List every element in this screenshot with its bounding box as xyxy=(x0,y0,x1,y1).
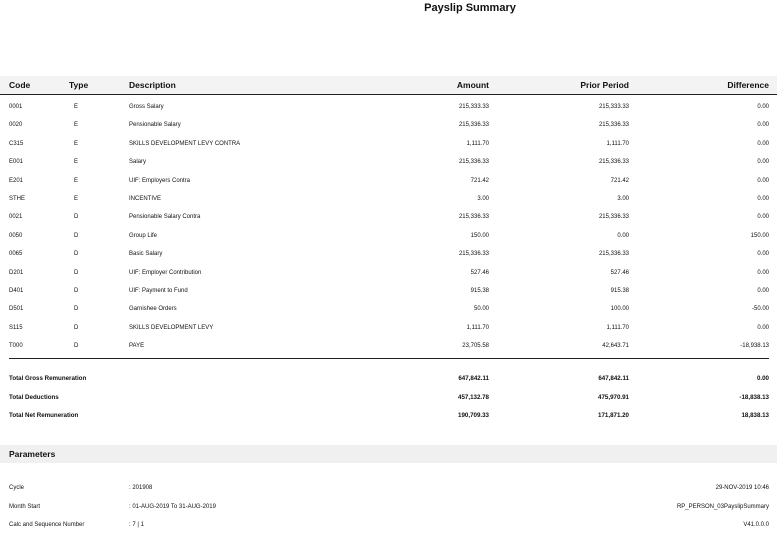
table-row xyxy=(0,265,777,283)
table-row xyxy=(0,228,777,246)
parameter-row xyxy=(0,518,777,537)
row-amount: 1,111.70 xyxy=(466,324,489,331)
row-description: Salary xyxy=(129,159,147,166)
parameters-section xyxy=(0,481,777,537)
total-amount: 457,132.78 xyxy=(458,393,489,401)
row-amount: 215,336.33 xyxy=(458,214,489,221)
table-row xyxy=(0,99,777,117)
row-type: E xyxy=(74,177,79,184)
row-prior-period: 100.00 xyxy=(610,306,629,313)
row-prior-period: 215,336.33 xyxy=(598,251,629,258)
row-description: SKILLS DEVELOPMENT LEVY CONTRA xyxy=(129,140,241,147)
row-prior-period: 527.46 xyxy=(610,269,629,276)
row-description: Basic Salary xyxy=(129,251,163,258)
row-difference: 0.00 xyxy=(757,177,769,184)
row-difference: -50.00 xyxy=(751,306,769,313)
row-type: D xyxy=(74,232,79,239)
header-description: Description xyxy=(129,80,176,90)
row-type: D xyxy=(74,324,79,331)
header-type: Type xyxy=(69,80,89,90)
row-code: D401 xyxy=(9,287,24,294)
row-description: Pensionable Salary xyxy=(129,122,181,129)
row-difference: -18,938.13 xyxy=(740,343,769,350)
report-title: Payslip Summary xyxy=(424,2,516,14)
row-prior-period: 3.00 xyxy=(617,195,629,202)
total-prior-period: 647,842.11 xyxy=(598,375,629,382)
row-code: D501 xyxy=(9,306,24,313)
parameter-value: : 7 | 1 xyxy=(129,522,144,528)
row-description: PAYE xyxy=(129,343,145,350)
header-difference: Difference xyxy=(727,80,769,90)
total-prior-period: 475,970.91 xyxy=(598,393,629,401)
row-type: D xyxy=(74,214,79,221)
row-difference: 0.00 xyxy=(757,269,769,276)
row-type: E xyxy=(74,122,79,129)
row-amount: 215,336.33 xyxy=(458,251,489,258)
row-amount: 215,336.33 xyxy=(458,159,489,166)
report-name: RP_PERSON_03PayslipSummary xyxy=(676,503,769,510)
row-amount: 915.38 xyxy=(470,287,489,294)
header-prior-period: Prior Period xyxy=(580,80,629,90)
row-code: D201 xyxy=(9,269,24,276)
row-code: 0050 xyxy=(9,232,23,239)
total-row xyxy=(0,390,777,409)
row-code: T000 xyxy=(9,343,23,350)
payslip-rows xyxy=(0,99,777,356)
table-row xyxy=(0,209,777,227)
row-code: E201 xyxy=(9,177,24,184)
row-type: E xyxy=(74,159,79,166)
row-code: 0020 xyxy=(9,122,23,129)
row-prior-period: 215,336.33 xyxy=(598,122,629,129)
row-type: E xyxy=(74,195,79,202)
row-description: UIF: Employers Contra xyxy=(129,177,191,184)
row-code: S115 xyxy=(9,324,23,331)
row-difference: 0.00 xyxy=(757,159,769,166)
totals-divider xyxy=(9,358,769,359)
total-amount: 190,709.33 xyxy=(458,412,489,419)
parameter-value: : 01-AUG-2019 To 31-AUG-2019 xyxy=(129,503,216,510)
parameters-header xyxy=(0,445,777,463)
row-difference: 0.00 xyxy=(757,214,769,221)
row-prior-period: 915.38 xyxy=(610,287,629,294)
row-prior-period: 1,111.70 xyxy=(606,140,629,147)
row-amount: 215,333.33 xyxy=(458,104,489,110)
report-version: V41.0.0.0 xyxy=(743,522,769,528)
table-row xyxy=(0,117,777,135)
row-description: INCENTIVE xyxy=(129,195,162,202)
row-prior-period: 42,643.71 xyxy=(602,343,629,350)
table-row xyxy=(0,154,777,172)
row-code: E001 xyxy=(9,159,24,166)
row-type: D xyxy=(74,306,79,313)
table-row xyxy=(0,246,777,264)
parameters-title: Parameters xyxy=(9,449,56,459)
table-row xyxy=(0,173,777,191)
total-amount: 647,842.11 xyxy=(458,375,489,382)
row-description: Gross Salary xyxy=(129,104,164,110)
row-description: Garnishee Orders xyxy=(129,306,177,313)
row-amount: 721.42 xyxy=(470,177,489,184)
row-difference: 0.00 xyxy=(757,140,769,147)
table-row xyxy=(0,191,777,209)
table-header xyxy=(0,76,777,95)
row-prior-period: 215,336.33 xyxy=(598,214,629,221)
total-row xyxy=(0,408,777,427)
table-row xyxy=(0,320,777,338)
row-difference: 0.00 xyxy=(757,195,769,202)
report-timestamp: 29-NOV-2019 10:46 xyxy=(715,485,769,491)
table-row xyxy=(0,301,777,319)
total-difference: 0.00 xyxy=(756,375,769,382)
table-row xyxy=(0,283,777,301)
row-prior-period: 215,333.33 xyxy=(598,104,629,110)
row-amount: 150.00 xyxy=(470,232,489,239)
row-type: E xyxy=(74,104,79,110)
row-difference: 0.00 xyxy=(757,324,769,331)
row-type: E xyxy=(74,140,79,147)
total-label: Total Net Remuneration xyxy=(9,412,79,419)
row-prior-period: 0.00 xyxy=(617,232,629,239)
header-amount: Amount xyxy=(456,80,489,90)
row-description: Pensionable Salary Contra xyxy=(129,214,201,221)
row-description: SKILLS DEVELOPMENT LEVY xyxy=(129,324,214,331)
row-type: D xyxy=(74,269,79,276)
parameter-label: Calc and Sequence Number xyxy=(9,522,85,528)
table-row xyxy=(0,136,777,154)
row-code: 0021 xyxy=(9,214,23,221)
total-difference: -18,838.13 xyxy=(739,393,769,401)
row-description: UIF: Employer Contribution xyxy=(129,269,202,276)
row-difference: 0.00 xyxy=(757,104,769,110)
row-amount: 3.00 xyxy=(477,195,489,202)
row-type: D xyxy=(74,343,79,350)
totals-section xyxy=(0,371,777,427)
row-difference: 150.00 xyxy=(750,232,769,239)
row-amount: 527.46 xyxy=(470,269,489,276)
row-type: D xyxy=(74,251,79,258)
parameter-label: Month Start xyxy=(9,503,41,510)
row-difference: 0.00 xyxy=(757,287,769,294)
total-row xyxy=(0,371,777,390)
table-row xyxy=(0,338,777,356)
row-prior-period: 215,336.33 xyxy=(598,159,629,166)
total-difference: 18,838.13 xyxy=(741,412,769,419)
parameter-label: Cycle xyxy=(9,485,25,491)
total-label: Total Gross Remuneration xyxy=(9,375,87,382)
row-description: UIF: Payment to Fund xyxy=(129,287,188,294)
parameter-row xyxy=(0,481,777,500)
total-label: Total Deductions xyxy=(9,393,59,401)
row-amount: 23,705.58 xyxy=(462,343,489,350)
row-amount: 50.00 xyxy=(473,306,489,313)
row-amount: 1,111.70 xyxy=(466,140,489,147)
row-difference: 0.00 xyxy=(757,122,769,129)
row-code: 0065 xyxy=(9,251,23,258)
row-code: STHE xyxy=(9,195,26,202)
parameter-row xyxy=(0,500,777,519)
row-description: Group Life xyxy=(129,232,158,239)
row-amount: 215,336.33 xyxy=(458,122,489,129)
parameter-value: : 201908 xyxy=(129,485,153,491)
row-code: 0001 xyxy=(9,104,23,110)
row-prior-period: 721.42 xyxy=(610,177,629,184)
header-code: Code xyxy=(9,80,31,90)
total-prior-period: 171,871.20 xyxy=(598,412,629,419)
row-prior-period: 1,111.70 xyxy=(606,324,629,331)
row-type: D xyxy=(74,287,79,294)
row-difference: 0.00 xyxy=(757,251,769,258)
row-code: C315 xyxy=(9,140,24,147)
